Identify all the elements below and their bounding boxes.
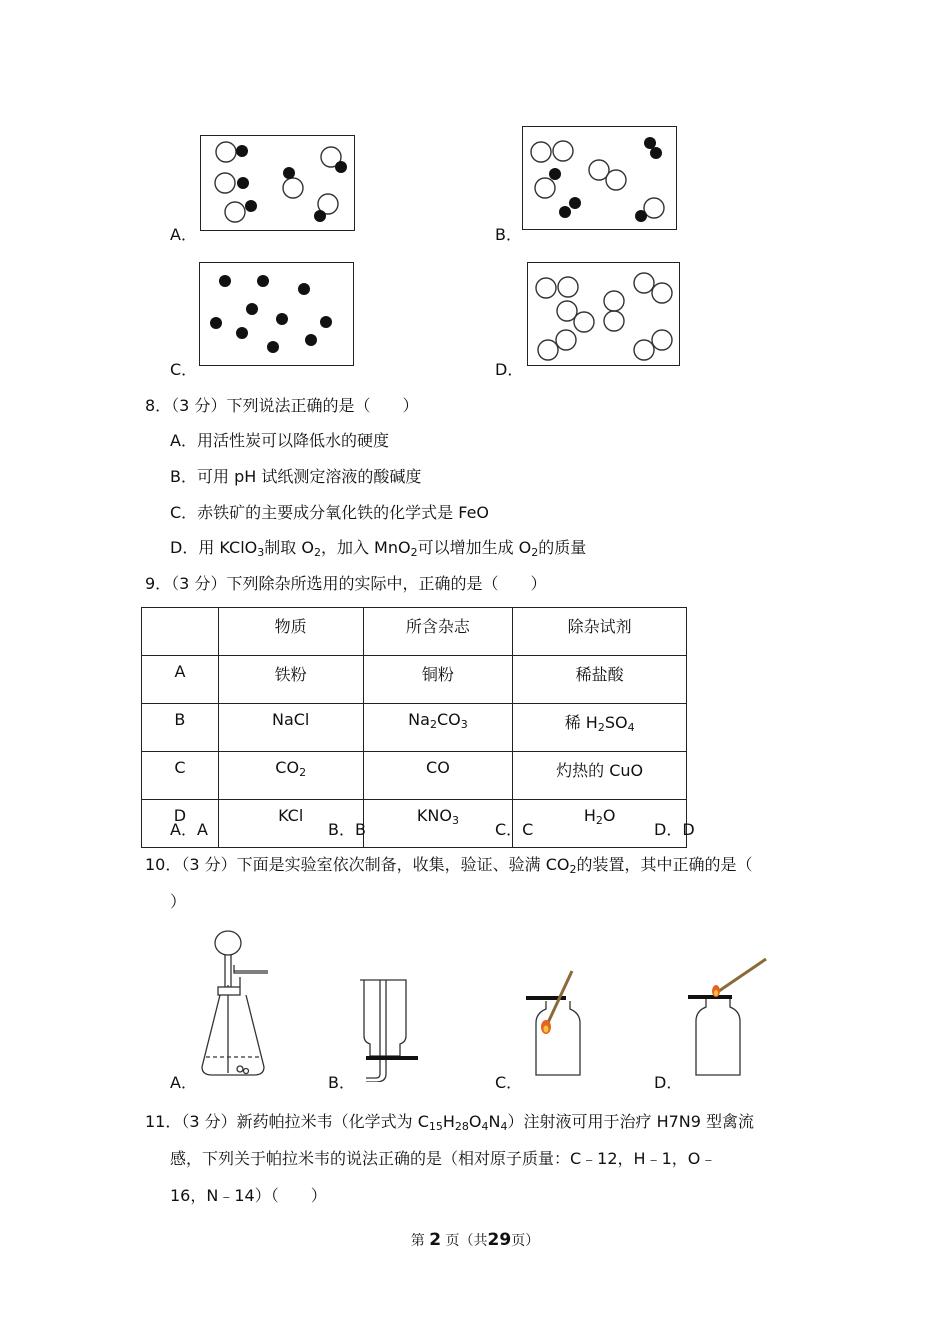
table-cell: $KNO_3$ [363, 800, 513, 848]
table-header-cell [142, 608, 219, 656]
q11-stem-line3: 16，N﹣14）（ ） [170, 1186, 327, 1205]
table-cell: KCl [218, 800, 363, 848]
q9-option-b[interactable]: B．B [328, 820, 366, 839]
q8-stem: 8．（3 分）下列说法正确的是（ ） [145, 396, 419, 415]
table-row [142, 800, 687, 848]
table-cell: 灼热的 CuO [513, 752, 687, 800]
table-cell: D [142, 800, 219, 848]
q10-option-b[interactable]: B． [328, 1073, 355, 1092]
homonuclear-molecules-diagram [528, 263, 679, 365]
table-cell: NaCl [218, 704, 363, 752]
q10-option-d[interactable]: D． [654, 1073, 683, 1092]
table-header-row [142, 608, 687, 656]
table-cell: A [142, 656, 219, 704]
q11-stem-line2: 感，下列关于帕拉米韦的说法正确的是（相对原子质量：C﹣12，H﹣1，O﹣ [170, 1149, 717, 1168]
stopper-bar [366, 1056, 418, 1060]
table-cell: 铜粉 [363, 656, 513, 704]
q8-option-d[interactable]: D．用 KClO$_3$制取 $O_2$，加入 MnO$_2$可以增加生成 $O_2$的质量 [170, 538, 587, 559]
q10-option-c[interactable]: C． [495, 1073, 523, 1092]
table-header-cell: 除杂试剂 [513, 608, 687, 656]
table-row [142, 752, 687, 800]
diatomic-molecules-diagram [201, 136, 354, 230]
gas-generator-apparatus [198, 925, 270, 1080]
q9-option-d[interactable]: D．D [654, 820, 695, 839]
q8-option-b[interactable]: B．可用 pH 试纸测定溶液的酸碱度 [170, 467, 422, 486]
single-atoms-diagram [200, 263, 353, 365]
q10-stem-cont: ） [170, 892, 187, 911]
match-at-bottle-mouth [686, 955, 772, 1080]
option-d-label[interactable]: D． [495, 360, 524, 379]
q11-stem-line1: 11．（3 分）新药帕拉米韦（化学式为 $C_{15}H_{28}O_4N_4$）注射液可用于治疗 H7N9 型禽流 [145, 1112, 755, 1133]
option-a-particle-box [200, 135, 355, 231]
option-b-particle-box [522, 126, 677, 230]
option-a-label[interactable]: A． [170, 225, 197, 244]
table-cell: CO [363, 752, 513, 800]
mixed-molecules-diagram [523, 127, 676, 229]
table-cell: 稀 $H_2SO_4$ [513, 704, 687, 752]
option-c-particle-box [199, 262, 354, 366]
impurity-removal-table [141, 607, 687, 848]
table-cell: $CO_2$ [218, 752, 363, 800]
table-header-cell: 物质 [218, 608, 363, 656]
table-cell: C [142, 752, 219, 800]
page-footer: 第 2 页（共29页） [410, 1230, 540, 1250]
table-cell: $H_2O$ [513, 800, 687, 848]
table-cell: $Na_2CO_3$ [363, 704, 513, 752]
q9-option-a[interactable]: A．A [170, 820, 208, 839]
q10-stem: 10．（3 分）下面是实验室依次制备，收集，验证、验满 $CO_2$的装置，其中正确的是（ [145, 855, 753, 876]
q10-option-a[interactable]: A． [170, 1073, 197, 1092]
q9-option-c[interactable]: C．C [495, 820, 534, 839]
page-total: 29 [487, 1230, 512, 1250]
option-b-label[interactable]: B． [495, 225, 522, 244]
q9-stem: 9．（3 分）下列除杂所选用的实际中，正确的是（ ） [145, 574, 547, 593]
q8-option-c[interactable]: C．赤铁矿的主要成分氧化铁的化学式是 FeO [170, 503, 490, 522]
table-header-cell: 所含杂志 [363, 608, 513, 656]
match-inside-bottle [524, 965, 586, 1080]
table-row [142, 704, 687, 752]
q8-option-a[interactable]: A．用活性炭可以降低水的硬度 [170, 431, 389, 450]
page-number: 2 [429, 1230, 442, 1250]
table-cell: 铁粉 [218, 656, 363, 704]
option-c-label[interactable]: C． [170, 360, 198, 379]
gas-collection-bottle [356, 976, 421, 1082]
table-row [142, 656, 687, 704]
table-cell: 稀盐酸 [513, 656, 687, 704]
table-cell: B [142, 704, 219, 752]
option-d-particle-box [527, 262, 680, 366]
